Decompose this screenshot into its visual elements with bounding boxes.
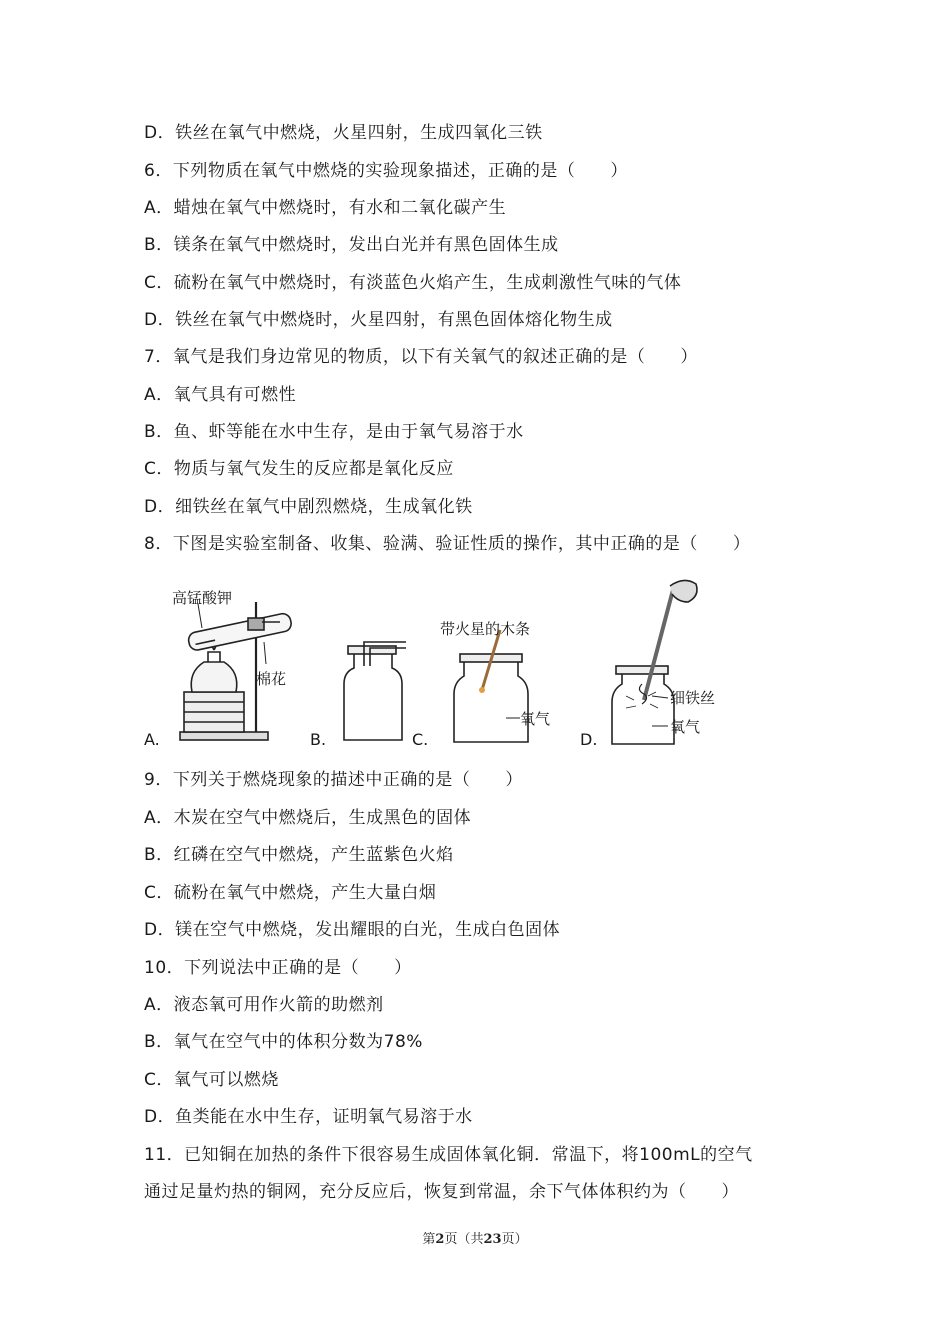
q7-stem: 7．氧气是我们身边常见的物质，以下有关氧气的叙述正确的是（ ） xyxy=(144,347,698,367)
label-splint: 带火星的木条 xyxy=(440,620,531,638)
label-oxygen-c: 氧气 xyxy=(520,710,551,728)
q10-option-b: B．氧气在空气中的体积分数为78% xyxy=(144,1032,423,1052)
label-iron-wire: 细铁丝 xyxy=(670,689,716,707)
q10-stem: 10．下列说法中正确的是（ ） xyxy=(144,958,412,978)
label-oxygen-d: 氧气 xyxy=(670,718,701,736)
apparatus-illustration xyxy=(144,572,844,752)
footer-prefix: 第 xyxy=(422,1232,436,1247)
q6-stem: 6．下列物质在氧气中燃烧的实验现象描述，正确的是（ ） xyxy=(144,161,628,181)
page-number: 2 xyxy=(435,1232,445,1247)
label-kmno4: 高锰酸钾 xyxy=(172,589,233,607)
q8-figure-option-c: C. xyxy=(412,730,429,749)
q6-option-d: D．铁丝在氧气中燃烧时，火星四射，有黑色固体熔化物生成 xyxy=(144,310,613,330)
q9-option-d: D．镁在空气中燃烧，发出耀眼的白光，生成白色固体 xyxy=(144,920,561,940)
q7-option-c: C．物质与氧气发生的反应都是氧化反应 xyxy=(144,459,454,479)
q6-option-a: A．蜡烛在氧气中燃烧时，有水和二氧化碳产生 xyxy=(144,198,507,218)
q11-stem-line2: 通过足量灼热的铜网，充分反应后，恢复到常温，余下气体体积约为（ ） xyxy=(144,1182,739,1202)
q8-figure-option-d: D. xyxy=(580,730,598,749)
q6-option-b: B．镁条在氧气中燃烧时，发出白光并有黑色固体生成 xyxy=(144,235,559,255)
page-footer xyxy=(0,1228,950,1247)
q11-stem-line1: 11．已知铜在加热的条件下很容易生成固体氧化铜．常温下，将100mL的空气 xyxy=(144,1145,753,1165)
q7-option-b: B．鱼、虾等能在水中生存，是由于氧气易溶于水 xyxy=(144,422,524,442)
q7-option-a: A．氧气具有可燃性 xyxy=(144,385,297,405)
apparatus-b xyxy=(344,642,406,740)
q8-figure-option-a: A. xyxy=(144,730,160,749)
q9-option-a: A．木炭在空气中燃烧后，生成黑色的固体 xyxy=(144,808,472,828)
q10-option-c: C．氧气可以燃烧 xyxy=(144,1070,279,1090)
label-cotton: 棉花 xyxy=(256,670,287,688)
q8-figure-option-b: B. xyxy=(310,730,327,749)
page-total: 23 xyxy=(483,1232,502,1247)
q9-stem: 9．下列关于燃烧现象的描述中正确的是（ ） xyxy=(144,770,523,790)
footer-suffix: 页） xyxy=(501,1232,528,1247)
footer-middle: 页（共 xyxy=(444,1232,484,1247)
q5-option-d: D．铁丝在氧气中燃烧，火星四射，生成四氧化三铁 xyxy=(144,123,543,143)
apparatus-c xyxy=(454,630,528,742)
q9-option-c: C．硫粉在氧气中燃烧，产生大量白烟 xyxy=(144,883,437,903)
q6-option-c: C．硫粉在氧气中燃烧时，有淡蓝色火焰产生，生成刺激性气味的气体 xyxy=(144,273,682,293)
q10-option-d: D．鱼类能在水中生存，证明氧气易溶于水 xyxy=(144,1107,473,1127)
q7-option-d: D．细铁丝在氧气中剧烈燃烧，生成氧化铁 xyxy=(144,497,473,517)
q8-figure xyxy=(144,572,844,752)
q9-option-b: B．红磷在空气中燃烧，产生蓝紫色火焰 xyxy=(144,845,454,865)
q10-option-a: A．液态氧可用作火箭的助燃剂 xyxy=(144,995,384,1015)
q8-stem: 8．下图是实验室制备、收集、验满、验证性质的操作，其中正确的是（ ） xyxy=(144,534,751,554)
